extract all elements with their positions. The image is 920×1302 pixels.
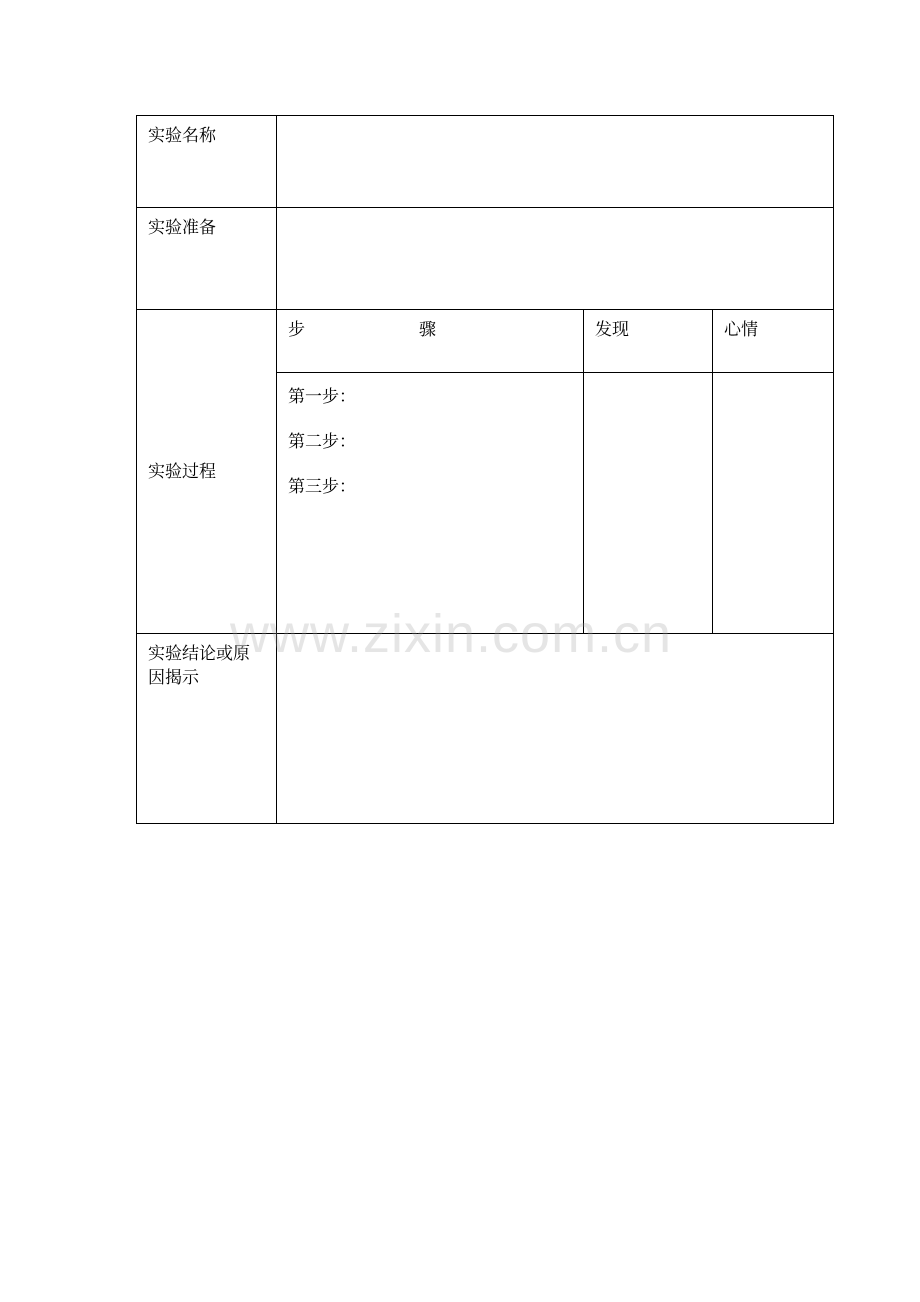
experiment-prep-field[interactable]	[277, 208, 834, 310]
conclusion-label: 实验结论或原因揭示	[137, 634, 277, 824]
experiment-name-label: 实验名称	[137, 116, 277, 208]
step-3: 第三步：	[288, 477, 356, 497]
conclusion-field[interactable]	[277, 634, 834, 824]
watermark-text: www.zixin.com.cn	[230, 604, 673, 664]
step-1: 第一步：	[288, 387, 356, 407]
experiment-record-form	[136, 115, 834, 824]
mood-cell[interactable]	[713, 373, 834, 634]
steps-header	[288, 318, 436, 342]
steps-header-part1: 步	[288, 320, 305, 340]
step-2: 第二步：	[288, 432, 356, 452]
steps-header-cell	[277, 310, 584, 373]
process-header-row	[137, 310, 834, 373]
steps-header-part2: 骤	[419, 320, 436, 340]
findings-header: 发现	[584, 310, 713, 373]
steps-cell[interactable]	[277, 373, 584, 634]
experiment-prep-label: 实验准备	[137, 208, 277, 310]
experiment-name-row	[137, 116, 834, 208]
conclusion-row	[137, 634, 834, 824]
experiment-name-field[interactable]	[277, 116, 834, 208]
mood-header: 心情	[713, 310, 834, 373]
experiment-process-label: 实验过程	[137, 310, 277, 634]
findings-cell[interactable]	[584, 373, 713, 634]
experiment-prep-row	[137, 208, 834, 310]
